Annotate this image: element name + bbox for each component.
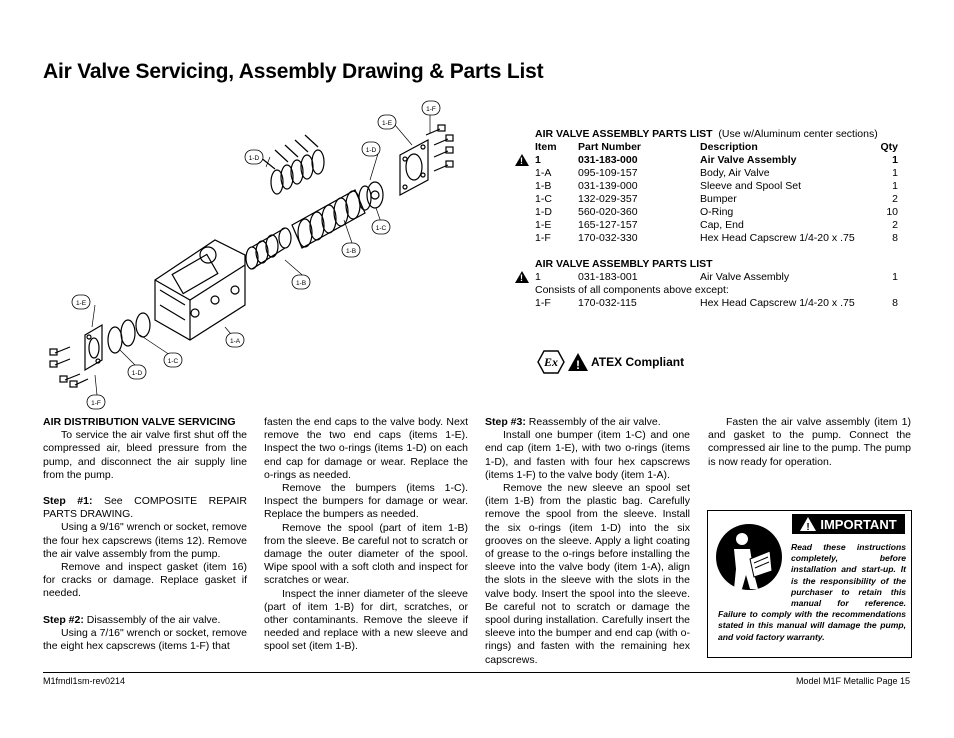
callout-1E-top bbox=[378, 115, 396, 129]
svg-text:1-C: 1-C bbox=[375, 225, 387, 232]
svg-text:1-A: 1-A bbox=[229, 338, 241, 345]
step-1: Step #1: See COMPOSITE REPAIR PARTS DRAWING. bbox=[43, 495, 247, 521]
icon-wrap-spacer bbox=[718, 542, 791, 608]
callout-1C-left bbox=[164, 353, 182, 367]
paragraph: Remove the bumpers (items 1-C). Inspect the bumpers for damage or wear. Replace the bumpers as needed. bbox=[264, 482, 468, 521]
paragraph: Remove the spool (part of item 1-B) from the sleeve. Be careful not to scratch or damage the outer diameter of the spool. Wipe spool with a soft cloth and inspect for scratches or wear. bbox=[264, 521, 468, 587]
atex-compliant bbox=[537, 350, 684, 374]
svg-text:1-D: 1-D bbox=[131, 370, 143, 377]
svg-text:1-B: 1-B bbox=[295, 280, 307, 287]
callout-1D-left-bottom bbox=[128, 365, 146, 379]
callout-1A bbox=[226, 333, 244, 347]
atex-label: ATEX Compliant bbox=[591, 355, 685, 369]
callout-1B-sleeve bbox=[342, 243, 360, 257]
table-row: 1-B 031-139-000 Sleeve and Spool Set 1 bbox=[535, 180, 898, 192]
svg-text:1-B: 1-B bbox=[345, 248, 357, 255]
table-row: 1-D 560-020-360 O-Ring 10 bbox=[535, 206, 898, 218]
step-3: Step #3: Reassembly of the air valve. bbox=[485, 416, 661, 428]
sleeve bbox=[292, 186, 371, 248]
important-message: Read these instructions completely, before installation and start-up. It is the responsibility of the purchaser to retain this manual for reference. Failure to comply with the recommendations stated in this manual will damage the pump, and void factory warranty. bbox=[718, 542, 906, 642]
paragraph: Fasten the air valve assembly (item 1) and gasket to the pump. Connect the compressed air line to the pump. The pump is now ready for operation. bbox=[708, 416, 911, 468]
svg-text:1-E: 1-E bbox=[75, 300, 87, 307]
svg-text:!: ! bbox=[576, 358, 580, 372]
important-header: ! IMPORTANT bbox=[792, 514, 905, 534]
callout-1E-left bbox=[72, 295, 90, 309]
callout-1F-top bbox=[422, 101, 440, 115]
table-row: ! 1 031-183-001 Air Valve Assembly 1 bbox=[515, 271, 905, 284]
parts-list-header-row: Item Part Number Description Qty bbox=[535, 141, 898, 153]
paragraph: Inspect the inner diameter of the sleeve (part of item 1-B) for dirt, scratches, or other contaminants. Remove the sleeve if needed and replace with a new sleeve and spool set (item 1-B). bbox=[264, 587, 468, 653]
text-column-3 bbox=[485, 416, 690, 667]
warning-icon bbox=[515, 271, 529, 283]
svg-text:1-D: 1-D bbox=[365, 147, 377, 154]
footer-page: Model M1F Metallic Page 15 bbox=[795, 676, 910, 686]
text-column-1 bbox=[43, 416, 247, 653]
ex-hexagon-icon bbox=[537, 350, 565, 374]
table-row: 1-F 170-032-115 Hex Head Capscrew 1/4-20 x .75 8 bbox=[535, 297, 898, 309]
left-end-cap bbox=[85, 325, 102, 370]
footer-doc-id: M1fmdl1sm-rev0214 bbox=[43, 676, 126, 686]
step-2: Step #2: Disassembly of the air valve. bbox=[43, 613, 221, 626]
table-row: ! 1 031-183-000 Air Valve Assembly 1 bbox=[515, 154, 905, 167]
svg-text:1-F: 1-F bbox=[91, 400, 101, 407]
table-row: 1-A 095-109-157 Body, Air Valve 1 bbox=[535, 167, 898, 179]
callout-1C-right bbox=[372, 220, 390, 234]
callout-1F-bottom bbox=[87, 395, 105, 409]
svg-text:Ex: Ex bbox=[543, 355, 559, 369]
paragraph: Using a 9/16" wrench or socket, remove the four hex capscrews (items 12). Remove the air valve assembly from the pump. bbox=[43, 521, 247, 560]
paragraph: fasten the end caps to the valve body. Next remove the two end caps (items 1-E). Inspect the two o-rings (items 1-D) on each end cap for damage or wear. Replace the o-rings as needed. bbox=[264, 416, 468, 481]
parts-list bbox=[515, 128, 905, 310]
table-row: 1-E 165-127-157 Cap, End 2 bbox=[535, 219, 898, 231]
right-end-cap bbox=[400, 140, 428, 195]
parts-list-2-heading: AIR VALVE ASSEMBLY PARTS LIST bbox=[535, 258, 713, 270]
svg-text:!: ! bbox=[806, 522, 811, 531]
text-column-2 bbox=[264, 416, 468, 654]
paragraph: Remove and inspect gasket (item 16) for cracks or damage. Replace gasket if needed. bbox=[43, 561, 247, 600]
bumper-spool bbox=[246, 228, 291, 269]
warning-icon bbox=[515, 154, 529, 166]
paragraph: Install one bumper (item 1-C) and one end cap (item 1-E), with two o-rings (items 1-D), and fasten with four hex capscrews (items 1-F) to the valve body (item 1-A). bbox=[485, 429, 690, 481]
left-capscrews bbox=[50, 347, 88, 387]
svg-text:1-D: 1-D bbox=[248, 155, 260, 162]
important-notice bbox=[707, 510, 912, 658]
warning-icon bbox=[800, 517, 816, 531]
footer-rule bbox=[43, 672, 910, 673]
svg-text:1-E: 1-E bbox=[381, 120, 393, 127]
table-row: 1-F 170-032-330 Hex Head Capscrew 1/4-20 x .75 8 bbox=[535, 232, 898, 244]
important-text bbox=[718, 542, 906, 643]
assembly-drawing bbox=[40, 95, 460, 415]
callout-1B-spool bbox=[292, 275, 310, 289]
text-column-4 bbox=[708, 416, 911, 469]
page-title: Air Valve Servicing, Assembly Drawing & Parts List bbox=[43, 60, 544, 83]
svg-text:1-C: 1-C bbox=[167, 358, 179, 365]
parts-list-1-heading: AIR VALVE ASSEMBLY PARTS LIST (Use w/Aluminum center sections) bbox=[535, 128, 878, 140]
section-heading: AIR DISTRIBUTION VALVE SERVICING bbox=[43, 416, 236, 428]
paragraph: Remove the new sleeve an spool set (item 1-B) from the plastic bag. Carefully remove the spool from the sleeve. Install the six o-rings (item 1-D) into the six grooves on the sleeve. Apply a light coating of grease to the o-rings before installing the sleeve into the valve body (item 1-A), align the slots in the sleeve with the slots in the valve body. Insert the spool into the sleeve. Be careful not to scratch or damage the spool during installation. Carefully insert the sleeve into the bumper and end cap (with o-rings) and fasten with the remaining hex capscrews. bbox=[485, 482, 690, 666]
callout-1D-right bbox=[362, 142, 380, 156]
callout-1D-left bbox=[245, 150, 263, 164]
paragraph: Using a 7/16" wrench or socket, remove the eight hex capscrews (items 1-F) that bbox=[43, 626, 247, 653]
valve-body bbox=[155, 240, 245, 340]
top-o-rings bbox=[260, 135, 324, 194]
warning-icon bbox=[567, 352, 589, 372]
consists-note: Consists of all components above except: bbox=[535, 284, 729, 296]
svg-text:1-F: 1-F bbox=[426, 106, 436, 113]
table-row: 1-C 132-029-357 Bumper 2 bbox=[535, 193, 898, 205]
paragraph: To service the air valve first shut off the compressed air, bleed pressure from the pump, and disconnect the air supply line from the pump. bbox=[43, 429, 247, 481]
